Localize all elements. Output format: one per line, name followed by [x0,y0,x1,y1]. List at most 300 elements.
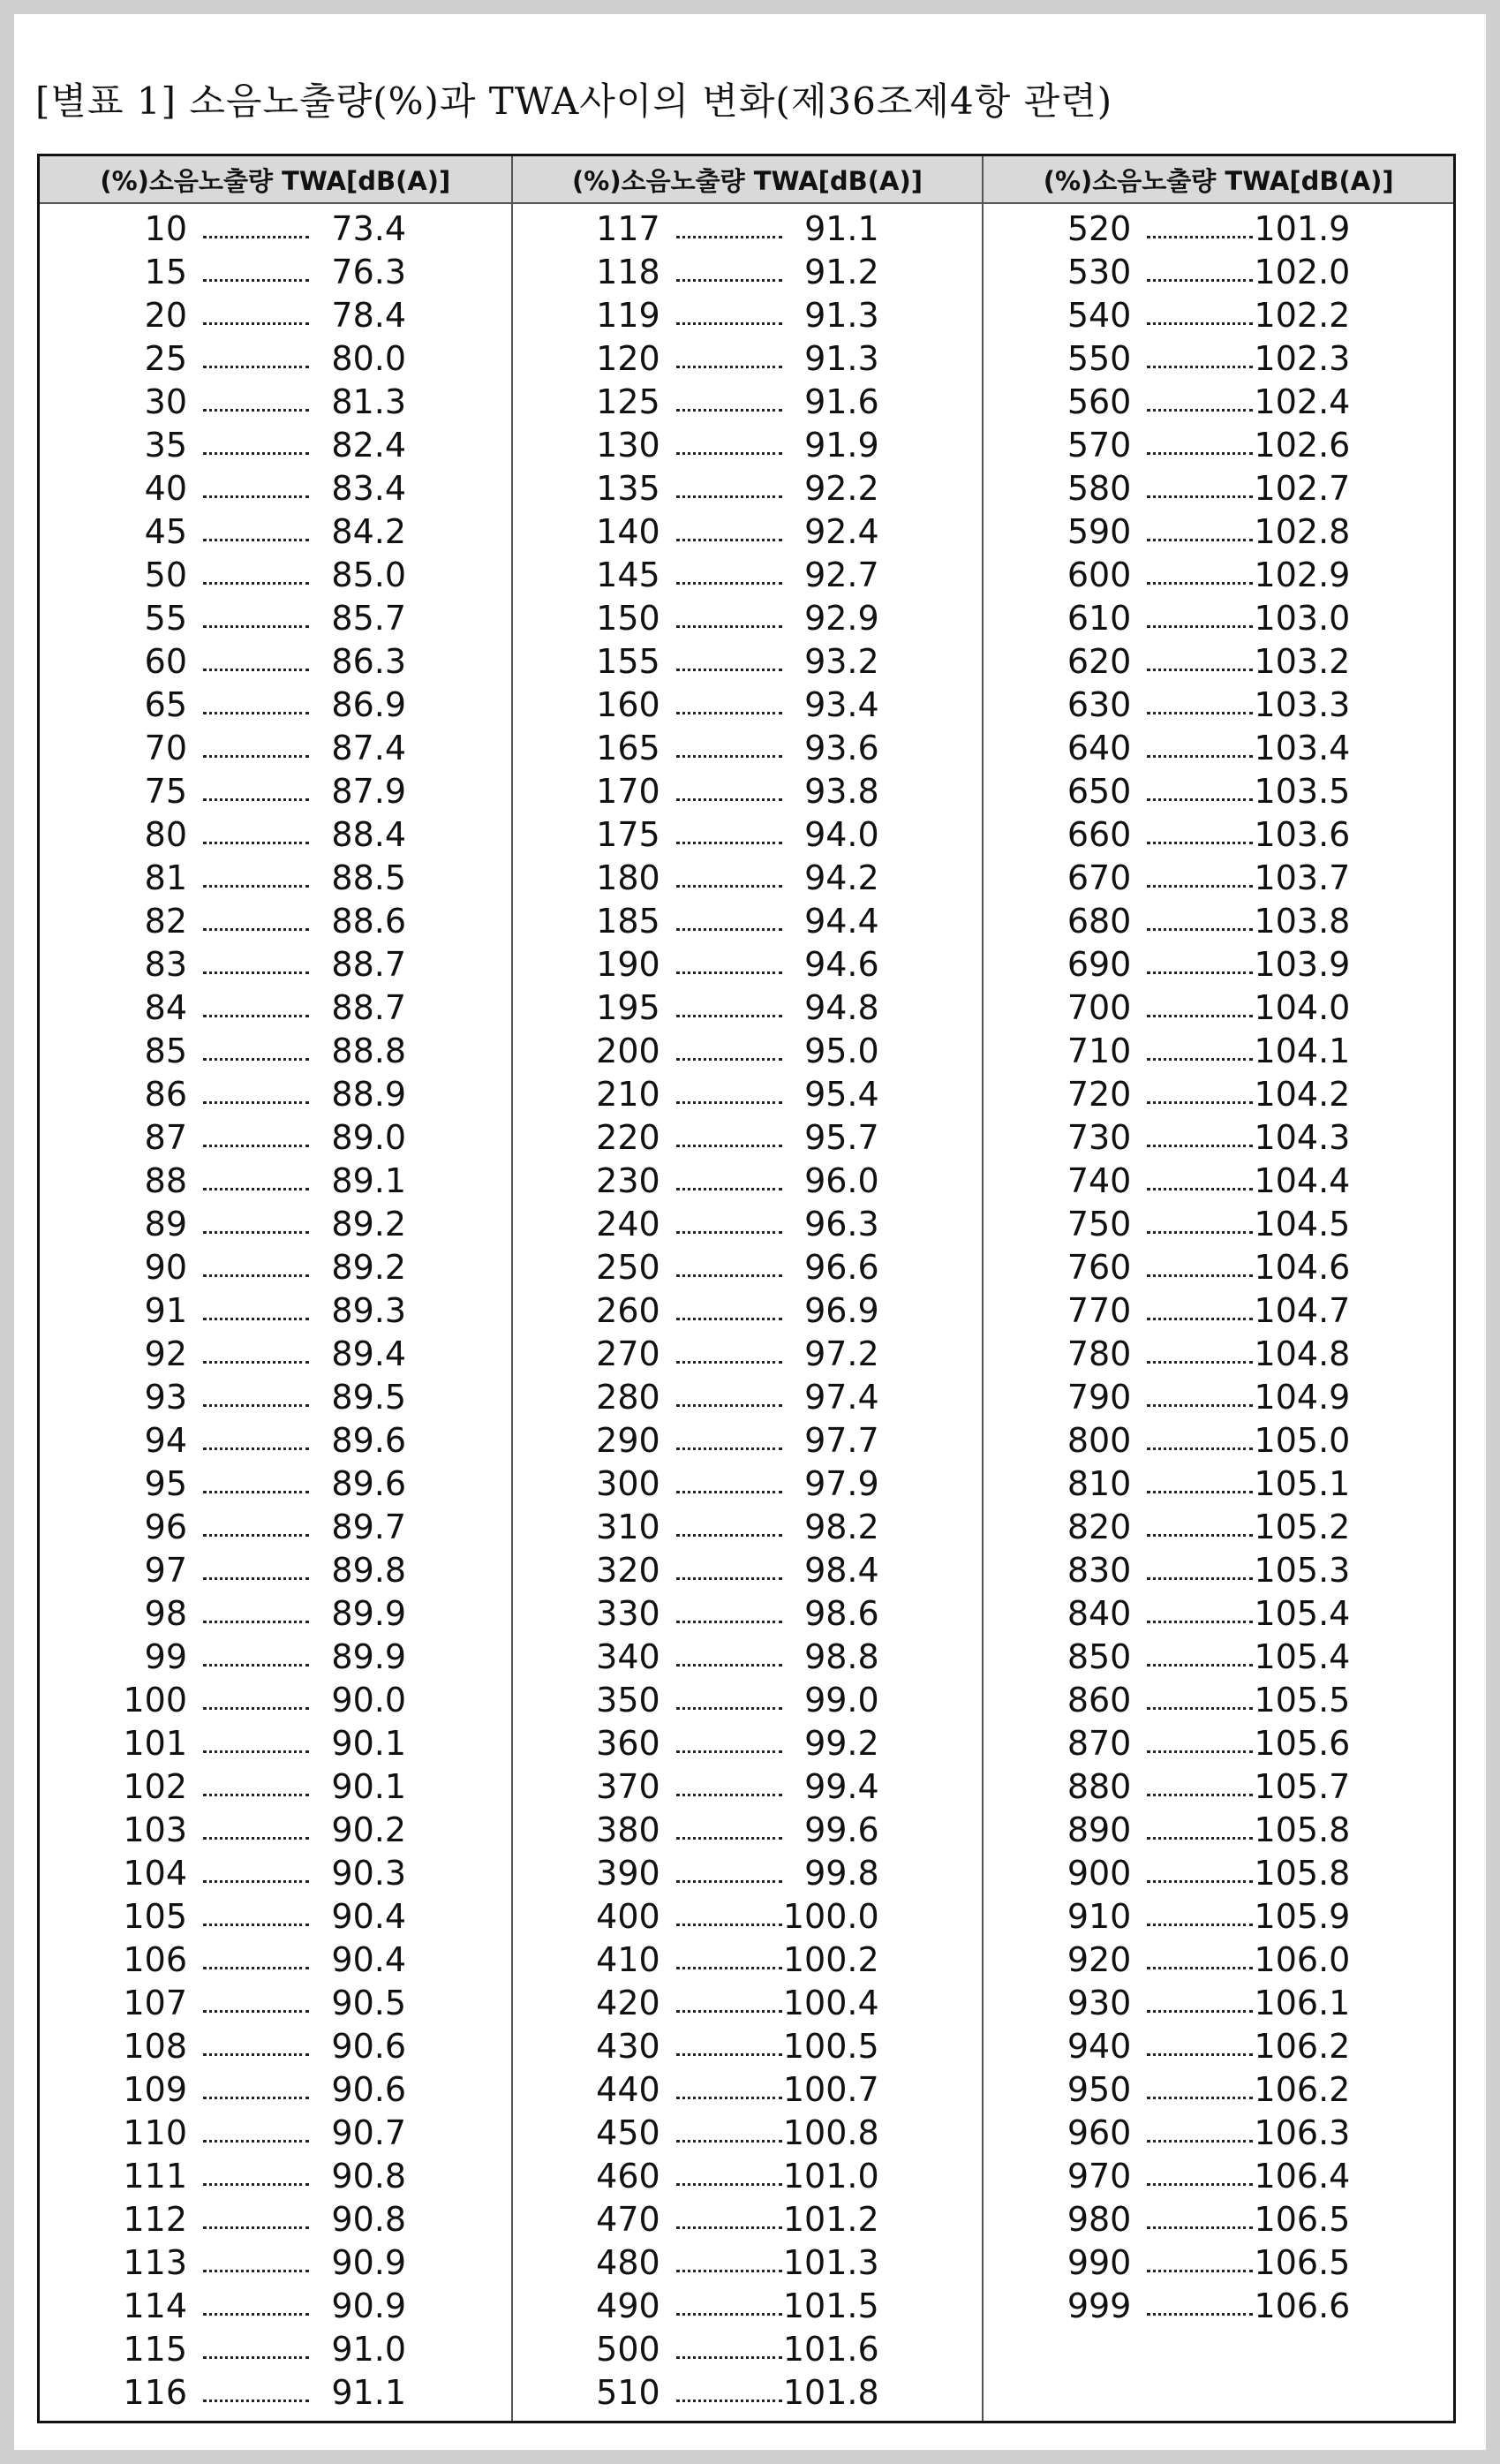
noise-exposure-percent: 20 [144,295,187,335]
noise-exposure-percent: 390 [596,1853,660,1893]
table-row [984,726,1453,769]
dot-leader [676,1188,782,1190]
dot-leader [676,1837,782,1840]
dot-leader [1147,1361,1253,1364]
dot-leader [676,1447,782,1450]
dot-leader [676,322,782,325]
dot-leader [203,582,309,585]
noise-exposure-percent: 104 [123,1853,187,1893]
noise-exposure-percent: 81 [144,858,187,897]
table-row [513,1851,983,1894]
dot-leader [203,1750,309,1753]
dot-leader [1147,1318,1253,1320]
twa-value: 96.0 [804,1160,879,1200]
dot-leader [203,1058,309,1061]
dot-leader [1147,2270,1253,2272]
dot-leader [203,1404,309,1407]
table-row [40,2370,511,2414]
twa-value: 98.4 [804,1550,879,1590]
noise-exposure-percent: 300 [596,1463,660,1503]
twa-value: 96.9 [804,1290,879,1330]
page-title: [별표 1] 소음노출량(%)과 TWA사이의 변화(제36조제4항 관련) [35,79,1113,123]
dot-leader [676,1404,782,1407]
noise-exposure-percent: 109 [123,2069,187,2109]
twa-value: 88.7 [331,987,406,1027]
twa-value: 100.8 [782,2113,879,2152]
table-row [984,942,1453,986]
dot-leader [203,495,309,498]
table-row [40,1938,511,1981]
noise-exposure-percent: 840 [1067,1593,1132,1633]
twa-value: 101.3 [782,2242,879,2282]
twa-value: 101.9 [1254,208,1351,248]
dot-leader [203,1534,309,1537]
noise-exposure-percent: 350 [596,1680,660,1720]
twa-value: 90.6 [331,2069,406,2109]
table-row [984,899,1453,942]
dot-leader [203,1318,309,1320]
table-row [984,596,1453,639]
noise-exposure-percent: 117 [596,208,660,248]
noise-exposure-percent: 118 [596,252,660,291]
twa-value: 98.8 [804,1636,879,1676]
dot-leader [203,2356,309,2359]
conversion-table [37,154,1456,2423]
table-row [513,423,983,466]
table-row [984,1635,1453,1678]
table-row [984,250,1453,293]
twa-value: 93.2 [804,641,879,681]
dot-leader [203,2140,309,2143]
dot-leader [1147,1837,1253,1840]
table-row [40,1981,511,2024]
dot-leader [676,1967,782,1969]
table-row [984,1851,1453,1894]
twa-value: 105.4 [1254,1636,1351,1676]
twa-value: 90.2 [331,1810,406,1849]
table-row [513,1505,983,1548]
noise-exposure-percent: 30 [144,382,187,421]
noise-exposure-percent: 540 [1067,295,1132,335]
dot-leader [203,1491,309,1493]
twa-value: 101.5 [782,2286,879,2325]
table-row [513,1462,983,1505]
noise-exposure-percent: 195 [596,987,660,1027]
noise-exposure-percent: 175 [596,814,660,854]
twa-value: 102.0 [1254,252,1351,291]
noise-exposure-percent: 520 [1067,208,1132,248]
twa-value: 97.9 [804,1463,879,1503]
twa-value: 99.0 [804,1680,879,1720]
dot-leader [676,236,782,238]
table-row [513,1938,983,1981]
twa-value: 84.2 [331,511,406,551]
dot-leader [676,1274,782,1277]
noise-exposure-percent: 460 [596,2156,660,2196]
twa-value: 90.8 [331,2156,406,2196]
noise-exposure-percent: 106 [123,1939,187,1979]
dot-leader [203,2313,309,2316]
table-row [984,466,1453,510]
noise-exposure-percent: 590 [1067,511,1132,551]
noise-exposure-percent: 92 [144,1334,187,1373]
noise-exposure-percent: 88 [144,1160,187,1200]
table-row [513,1245,983,1289]
twa-value: 104.1 [1254,1031,1351,1070]
dot-leader [676,409,782,412]
noise-exposure-percent: 450 [596,2113,660,2152]
twa-value: 85.7 [331,598,406,638]
table-row [40,1159,511,1202]
noise-exposure-percent: 140 [596,511,660,551]
noise-exposure-percent: 990 [1067,2242,1132,2282]
noise-exposure-percent: 102 [123,1766,187,1806]
dot-leader [203,366,309,368]
twa-value: 106.4 [1254,2156,1351,2196]
twa-value: 81.3 [331,382,406,421]
dot-leader [1147,1664,1253,1667]
twa-value: 100.2 [782,1939,879,1979]
noise-exposure-percent: 740 [1067,1160,1132,1200]
noise-exposure-percent: 999 [1067,2286,1132,2325]
noise-exposure-percent: 70 [144,728,187,767]
table-row [513,207,983,250]
twa-value: 102.8 [1254,511,1351,551]
dot-leader [203,1101,309,1104]
twa-value: 106.1 [1254,1983,1351,2022]
dot-leader [676,1880,782,1883]
noise-exposure-percent: 770 [1067,1290,1132,1330]
dot-leader [676,1664,782,1667]
table-row [513,510,983,553]
twa-value: 105.7 [1254,1766,1351,1806]
column-rows [513,204,983,2414]
dot-leader [1147,625,1253,628]
twa-value: 104.4 [1254,1160,1351,1200]
table-row [984,2284,1453,2327]
noise-exposure-percent: 440 [596,2069,660,2109]
twa-value: 103.7 [1254,858,1351,897]
noise-exposure-percent: 370 [596,1766,660,1806]
table-row [984,2154,1453,2197]
dot-leader [203,236,309,238]
dot-leader [1147,2140,1253,2143]
twa-value: 92.4 [804,511,879,551]
twa-value: 105.5 [1254,1680,1351,1720]
noise-exposure-percent: 120 [596,338,660,378]
dot-leader [676,669,782,671]
dot-leader [1147,1707,1253,1710]
twa-value: 90.4 [331,1896,406,1936]
table-row [984,423,1453,466]
table-row [984,683,1453,726]
dot-leader [676,2226,782,2229]
noise-exposure-percent: 860 [1067,1680,1132,1720]
dot-leader [676,366,782,368]
dot-leader [676,625,782,628]
table-row [513,726,983,769]
table-row [40,1332,511,1375]
dot-leader [676,1577,782,1580]
column-header: (%)소음노출량 TWA[dB(A)] [513,156,983,204]
twa-value: 102.9 [1254,555,1351,594]
twa-value: 104.7 [1254,1290,1351,1330]
dot-leader [1147,1750,1253,1753]
noise-exposure-percent: 220 [596,1117,660,1157]
twa-value: 89.4 [331,1334,406,1373]
dot-leader [1147,1447,1253,1450]
table-row [40,1375,511,1418]
table-row [984,986,1453,1029]
noise-exposure-percent: 90 [144,1247,187,1287]
table-row [40,726,511,769]
twa-value: 105.3 [1254,1550,1351,1590]
twa-value: 106.3 [1254,2113,1351,2152]
noise-exposure-percent: 470 [596,2199,660,2239]
noise-exposure-percent: 112 [123,2199,187,2239]
dot-leader [1147,971,1253,974]
twa-value: 89.6 [331,1463,406,1503]
dot-leader [676,1058,782,1061]
twa-value: 73.4 [331,208,406,248]
twa-value: 95.7 [804,1117,879,1157]
noise-exposure-percent: 560 [1067,382,1132,421]
twa-value: 106.2 [1254,2026,1351,2066]
twa-value: 90.5 [331,1983,406,2022]
dot-leader [1147,582,1253,585]
twa-value: 104.9 [1254,1377,1351,1417]
twa-value: 91.0 [331,2329,406,2369]
table-row [984,293,1453,336]
dot-leader [676,712,782,714]
twa-value: 89.9 [331,1593,406,1633]
dot-leader [676,1231,782,1234]
table-row [40,856,511,899]
twa-value: 105.9 [1254,1896,1351,1936]
dot-leader [203,928,309,931]
dot-leader [1147,1058,1253,1061]
dot-leader [1147,279,1253,282]
noise-exposure-percent: 410 [596,1939,660,1979]
twa-value: 101.6 [782,2329,879,2369]
table-row [984,813,1453,856]
twa-value: 103.9 [1254,944,1351,984]
dot-leader [203,712,309,714]
noise-exposure-percent: 210 [596,1074,660,1114]
table-row [40,1591,511,1635]
twa-value: 105.8 [1254,1853,1351,1893]
table-row [513,1678,983,1721]
noise-exposure-percent: 114 [123,2286,187,2325]
dot-leader [676,1145,782,1147]
noise-exposure-percent: 160 [596,684,660,724]
twa-value: 94.8 [804,987,879,1027]
table-row [40,466,511,510]
dot-leader [203,842,309,844]
twa-value: 99.4 [804,1766,879,1806]
twa-value: 91.9 [804,425,879,465]
dot-leader [676,2140,782,2143]
twa-value: 88.8 [331,1031,406,1070]
dot-leader [203,1231,309,1234]
table-row [40,1808,511,1851]
noise-exposure-percent: 91 [144,1290,187,1330]
twa-value: 90.1 [331,1766,406,1806]
noise-exposure-percent: 870 [1067,1723,1132,1763]
twa-value: 106.2 [1254,2069,1351,2109]
table-row [984,1721,1453,1765]
dot-leader [1147,1274,1253,1277]
twa-value: 105.8 [1254,1810,1351,1849]
noise-exposure-percent: 810 [1067,1463,1132,1503]
twa-value: 105.2 [1254,1507,1351,1546]
table-row [40,423,511,466]
noise-exposure-percent: 610 [1067,598,1132,638]
table-row [513,596,983,639]
noise-exposure-percent: 111 [123,2156,187,2196]
table-row [984,1029,1453,1072]
twa-value: 103.2 [1254,641,1351,681]
noise-exposure-percent: 105 [123,1896,187,1936]
table-row [513,1072,983,1115]
twa-value: 102.4 [1254,382,1351,421]
noise-exposure-percent: 45 [144,511,187,551]
table-row [513,769,983,813]
twa-value: 105.6 [1254,1723,1351,1763]
table-row [984,1202,1453,1245]
twa-value: 90.7 [331,2113,406,2152]
table-row [513,2284,983,2327]
dot-leader [676,1707,782,1710]
twa-value: 89.8 [331,1550,406,1590]
twa-value: 90.9 [331,2286,406,2325]
noise-exposure-percent: 89 [144,1204,187,1243]
table-row [513,250,983,293]
twa-value: 90.6 [331,2026,406,2066]
twa-value: 89.2 [331,1204,406,1243]
dot-leader [676,1750,782,1753]
twa-value: 99.6 [804,1810,879,1849]
dot-leader [676,495,782,498]
table-row [513,466,983,510]
table-row [40,207,511,250]
dot-leader [203,2400,309,2402]
dot-leader [1147,1231,1253,1234]
twa-value: 102.7 [1254,468,1351,508]
dot-leader [203,2270,309,2272]
noise-exposure-percent: 880 [1067,1766,1132,1806]
noise-exposure-percent: 680 [1067,901,1132,941]
table-row [40,1548,511,1591]
table-row [40,1029,511,1072]
dot-leader [676,2356,782,2359]
dot-leader [1147,2226,1253,2229]
noise-exposure-percent: 110 [123,2113,187,2152]
table-row [513,639,983,683]
noise-exposure-percent: 107 [123,1983,187,2022]
table-row [513,2327,983,2370]
noise-exposure-percent: 600 [1067,555,1132,594]
table-row [984,1591,1453,1635]
dot-leader [203,1837,309,1840]
twa-value: 89.1 [331,1160,406,1200]
table-row [513,1548,983,1591]
twa-value: 104.3 [1254,1117,1351,1157]
noise-exposure-percent: 750 [1067,1204,1132,1243]
table-row [40,1721,511,1765]
twa-value: 88.9 [331,1074,406,1114]
table-row [984,1548,1453,1591]
noise-exposure-percent: 510 [596,2372,660,2412]
dot-leader [1147,409,1253,412]
noise-exposure-percent: 530 [1067,252,1132,291]
noise-exposure-percent: 670 [1067,858,1132,897]
twa-value: 88.4 [331,814,406,854]
twa-value: 99.8 [804,1853,879,1893]
dot-leader [203,1967,309,1969]
dot-leader [203,1274,309,1277]
twa-value: 89.2 [331,1247,406,1287]
table-row [40,2197,511,2241]
table-row [40,1462,511,1505]
dot-leader [676,582,782,585]
noise-exposure-percent: 320 [596,1550,660,1590]
table-row [513,1765,983,1808]
noise-exposure-percent: 640 [1067,728,1132,767]
dot-leader [203,669,309,671]
noise-exposure-percent: 790 [1067,1377,1132,1417]
noise-exposure-percent: 340 [596,1636,660,1676]
dot-leader [203,1621,309,1623]
noise-exposure-percent: 830 [1067,1550,1132,1590]
dot-leader [1147,885,1253,888]
noise-exposure-percent: 125 [596,382,660,421]
table-row [984,1332,1453,1375]
noise-exposure-percent: 180 [596,858,660,897]
table-row [984,2197,1453,2241]
noise-exposure-percent: 115 [123,2329,187,2369]
table-row [513,683,983,726]
noise-exposure-percent: 980 [1067,2199,1132,2239]
table-row [513,1159,983,1202]
table-row [984,856,1453,899]
dot-leader [203,755,309,758]
noise-exposure-percent: 480 [596,2242,660,2282]
table-row [40,2024,511,2067]
table-row [513,2024,983,2067]
noise-exposure-percent: 970 [1067,2156,1132,2196]
table-row [40,986,511,1029]
table-row [40,553,511,596]
dot-leader [676,2313,782,2316]
noise-exposure-percent: 84 [144,987,187,1027]
table-row [513,1375,983,1418]
table-row [513,1808,983,1851]
twa-value: 89.7 [331,1507,406,1546]
twa-value: 106.5 [1254,2199,1351,2239]
table-row [40,1289,511,1332]
table-row [40,293,511,336]
twa-value: 98.6 [804,1593,879,1633]
twa-value: 89.6 [331,1420,406,1460]
dot-leader [676,971,782,974]
dot-leader [203,2183,309,2186]
noise-exposure-percent: 35 [144,425,187,465]
table-row [984,1418,1453,1462]
table-row [984,1894,1453,1938]
noise-exposure-percent: 570 [1067,425,1132,465]
twa-value: 91.3 [804,338,879,378]
